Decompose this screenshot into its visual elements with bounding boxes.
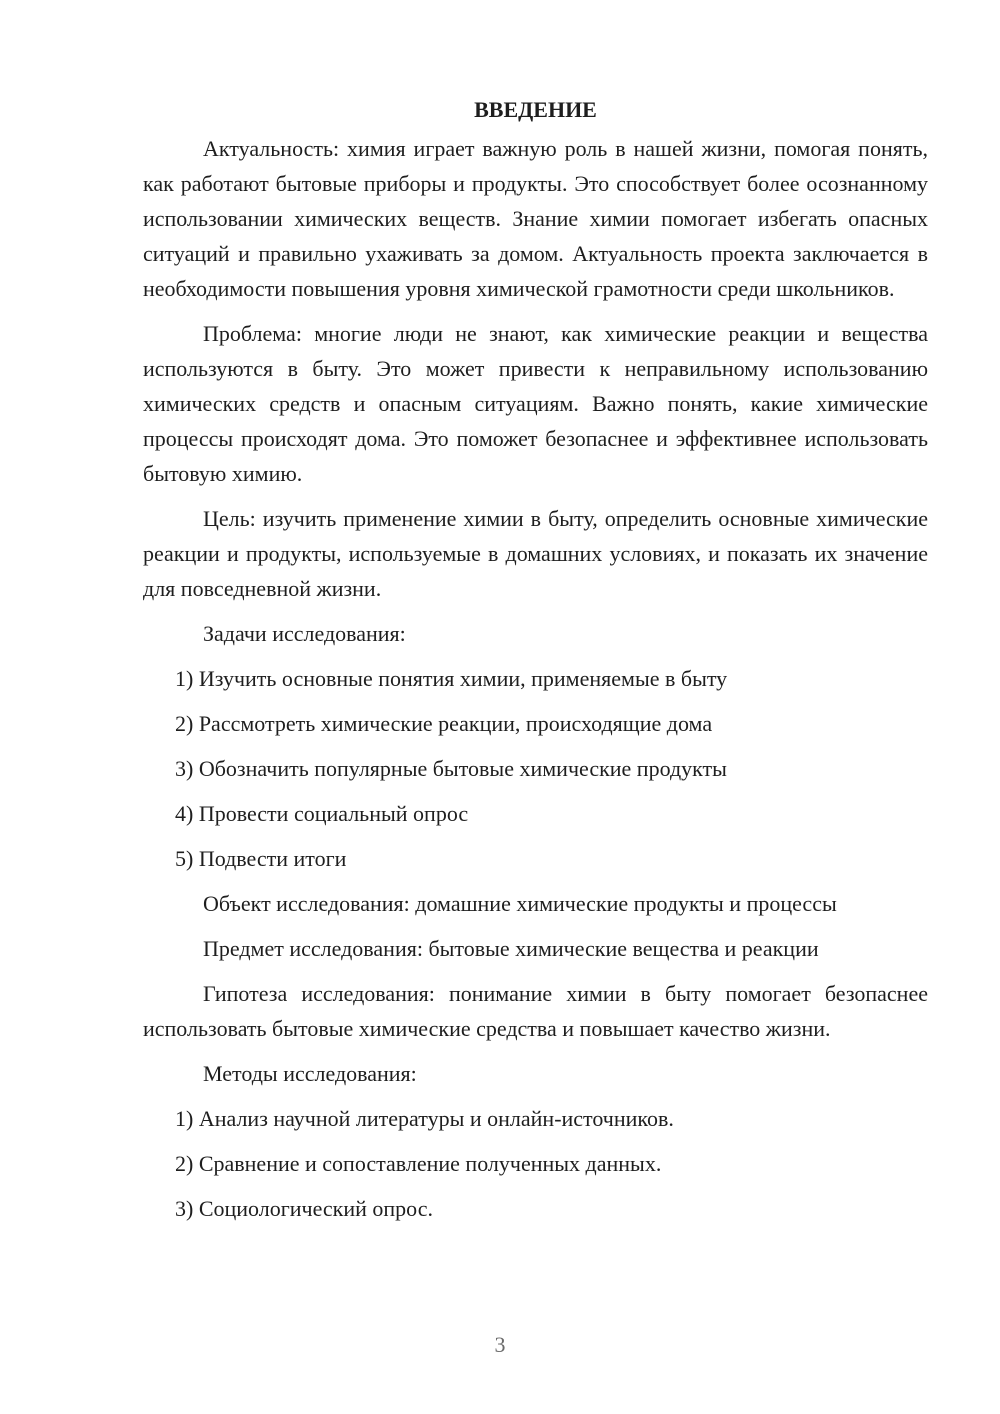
method-item: 2) Сравнение и сопоставление полученных данных. — [175, 1151, 662, 1176]
methods-label: Методы исследования: — [203, 1061, 417, 1086]
page-number: 3 — [494, 1332, 506, 1357]
method-item: 3) Социологический опрос. — [175, 1196, 433, 1221]
hypothesis-paragraph: Гипотеза исследования: понимание химии в быту помогает безопаснее использовать бытовые химические средства и повышает качество жизни. — [143, 981, 928, 1041]
object-line: Объект исследования: домашние химические продукты и процессы — [203, 891, 837, 916]
subject-line: Предмет исследования: бытовые химические вещества и реакции — [203, 936, 819, 961]
task-item: 3) Обозначить популярные бытовые химические продукты — [175, 756, 727, 781]
goal-paragraph: Цель: изучить применение химии в быту, определить основные химические реакции и продукты, используемые в домашних условиях, и показать их значение для повседневной жизни. — [143, 506, 928, 601]
document-page — [143, 95, 928, 1236]
relevance-paragraph: Актуальность: химия играет важную роль в нашей жизни, помогая понять, как работают бытовые приборы и продукты. Это способствует более осознанному использовании химических веществ. Знание химии помогает избегать опасных ситуаций и правильно ухаживать за домом. Актуальность проекта заключается в необходимости повышения уровня химической грамотности среди школьников. — [143, 136, 928, 301]
task-item: 4) Провести социальный опрос — [175, 801, 469, 826]
page-title: ВВЕДЕНИЕ — [474, 97, 597, 122]
problem-paragraph: Проблема: многие люди не знают, как химические реакции и вещества используются в быту. Это может привести к неправильному использованию химических средств и опасным ситуациям. Важно понять, какие химические процессы происходят дома. Это поможет безопаснее и эффективнее использовать бытовую химию. — [143, 321, 928, 486]
task-item: 1) Изучить основные понятия химии, применяемые в быту — [175, 666, 728, 691]
task-item: 5) Подвести итоги — [175, 846, 347, 871]
tasks-label: Задачи исследования: — [203, 621, 406, 646]
task-item: 2) Рассмотреть химические реакции, происходящие дома — [175, 711, 713, 736]
method-item: 1) Анализ научной литературы и онлайн-источников. — [175, 1106, 674, 1131]
